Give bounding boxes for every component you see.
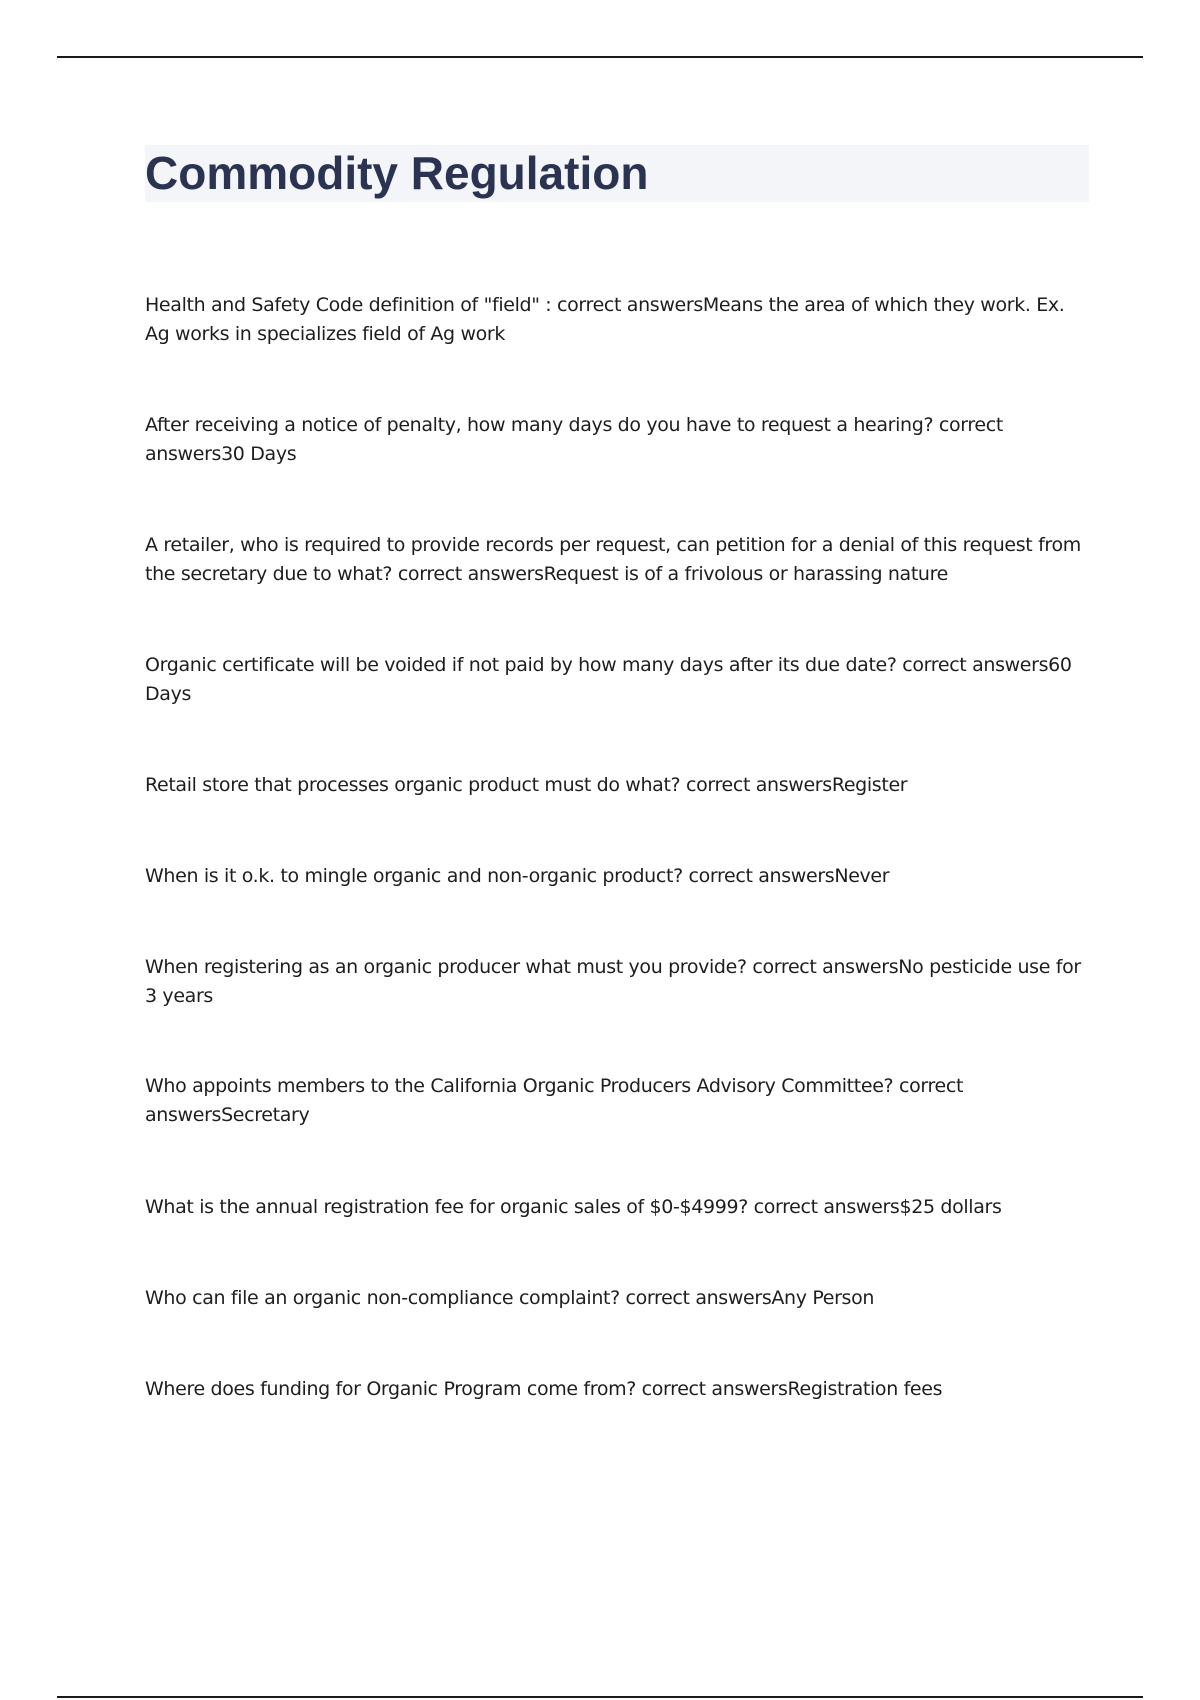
qa-item-3: A retailer, who is required to provide records per request, can petition for a denial of this request from the secretary due to what? correct answersRequest is of a frivolous or harassing nature	[145, 534, 1081, 585]
qa-item-1: Health and Safety Code definition of "field" : correct answersMeans the area of which they work. Ex. Ag works in specializes field of Ag work	[145, 294, 1065, 345]
bottom-rule	[57, 1696, 1143, 1698]
top-rule	[57, 56, 1143, 58]
qa-item-7: When registering as an organic producer what must you provide? correct answersNo pesticide use for 3 years	[145, 956, 1081, 1007]
page-title: Commodity Regulation	[145, 147, 649, 199]
qa-item-8: Who appoints members to the California Organic Producers Advisory Committee? correct answersSecretary	[145, 1075, 964, 1126]
qa-item-6: When is it o.k. to mingle organic and non-organic product? correct answersNever	[145, 865, 890, 887]
qa-item-10: Who can file an organic non-compliance complaint? correct answersAny Person	[145, 1287, 875, 1309]
qa-item-2: After receiving a notice of penalty, how many days do you have to request a hearing? correct answers30 Days	[145, 414, 1003, 465]
qa-item-9: What is the annual registration fee for organic sales of $0-$4999? correct answers$25 dollars	[145, 1196, 1002, 1218]
qa-item-11: Where does funding for Organic Program come from? correct answersRegistration fees	[145, 1378, 943, 1400]
qa-item-5: Retail store that processes organic product must do what? correct answersRegister	[145, 774, 908, 796]
qa-item-4: Organic certificate will be voided if not paid by how many days after its due date? correct answers60 Days	[145, 654, 1072, 705]
